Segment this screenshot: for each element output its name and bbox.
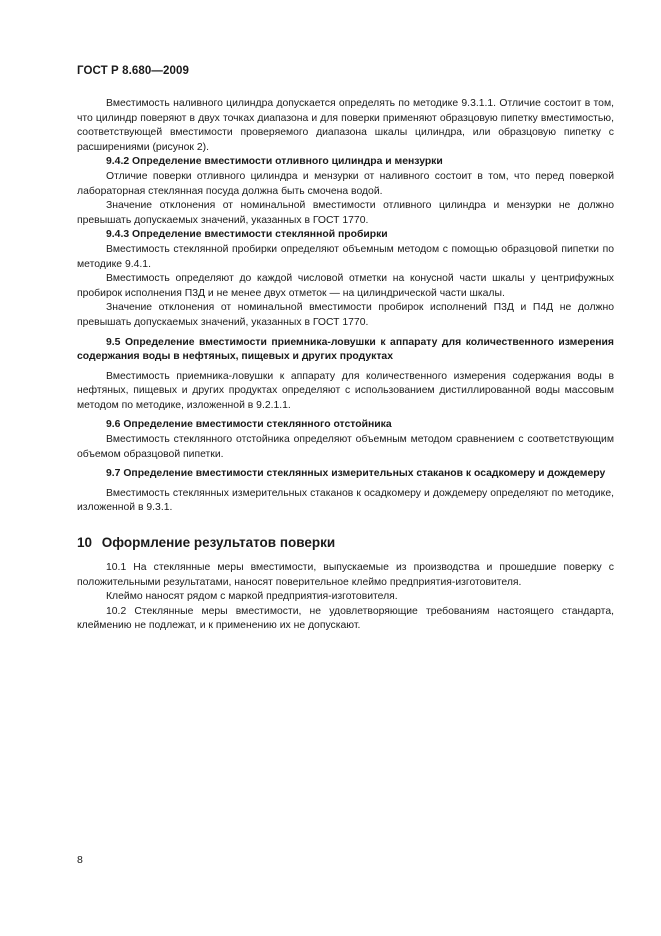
heading-9-7: 9.7 Определение вместимости стеклянных измерительных стаканов к осадкомеру и дождемеру [106,468,606,480]
heading-9-4-3: 9.4.3 Определение вместимости стеклянной пробирки [106,229,388,241]
section-10-title-text: Оформление результатов поверки [101,535,336,551]
page-content [77,97,614,634]
heading-9-6: 9.6 Определение вместимости стеклянного отстойника [106,419,392,431]
heading-9-5: 9.5 Определение вместимости приемника-ловушки к аппарату для количественного измерения содержания воды в нефтяных, пищевых и других продуктах [77,336,614,363]
paragraph-9-4-2-1: Отличие поверки отливного цилиндра и мензурки от наливного состоит в том, что перед поверкой лабораторная стеклянная посуда должна быть смочена водой. [77,170,614,197]
page-number: 8 [77,854,83,866]
paragraph-9-4-2-2: Значение отклонения от номинальной вместимости отливного цилиндра и мензурки не должно превышать допускаемых значений, указанных в ГОСТ 1770. [77,200,614,226]
paragraph-9-4-3-3: Значение отклонения от номинальной вместимости пробирок исполнений П3Д и П4Д не должно превышать допускаемых значений, указанных в ГОСТ 1770. [77,302,614,328]
paragraph-9-7: Вместимость стеклянных измерительных стаканов к осадкомеру и дождемеру определяют по методике, изложенной в 9.3.1. [77,487,614,514]
paragraph-10-1-b: Клеймо наносят рядом с маркой предприятия-изготовителя. [106,591,398,603]
paragraph-intro: Вместимость наливного цилиндра допускается определять по методике 9.3.1.1. Отличие состоит в том, что цилиндр поверяют в двух точках диапазона и для поверки применяют образцовую пипетку вместимостью, соответствующей вместимости проверяемого диапазона шкалы цилиндра, или образцовую пипетку с расширениями (рисунок 2). [77,98,614,153]
paragraph-9-4-3-1: Вместимость стеклянной пробирки определяют объемным методом с помощью образцовой пипетки по методике 9.4.1. [77,243,614,270]
paragraph-10-2: 10.2 Стеклянные меры вместимости, не удовлетворяющие требованиям настоящего стандарта, клеймению не подлежат, и к применению их не допускают. [77,605,614,632]
paragraph-9-4-3-2: Вместимость определяют до каждой числовой отметки на конусной части шкалы у центрифужных пробирок исполнения П3Д и не менее двух отметок — на цилиндрической части шкалы. [77,273,614,299]
paragraph-9-6: Вместимость стеклянного отстойника определяют объемным методом сравнением с соответствующим объемом образцовой пипетки. [77,434,614,460]
section-10-number: 10 [77,535,93,551]
paragraph-9-5: Вместимость приемника-ловушки к аппарату для количественного измерения содержания воды в нефтяных, пищевых и других продуктах определяют с использованием дистиллированной воды массовым методом по методике, изложенной в 9.2.1.1. [77,370,614,411]
paragraph-10-1: 10.1 На стеклянные меры вместимости, выпускаемые из производства и прошедшие поверку с положительными результатами, наносят поверительное клеймо предприятия-изготовителя. [77,562,614,588]
section-10-title [77,534,614,552]
heading-9-4-2: 9.4.2 Определение вместимости отливного цилиндра и мензурки [106,156,443,168]
document-code: ГОСТ Р 8.680—2009 [77,65,189,77]
